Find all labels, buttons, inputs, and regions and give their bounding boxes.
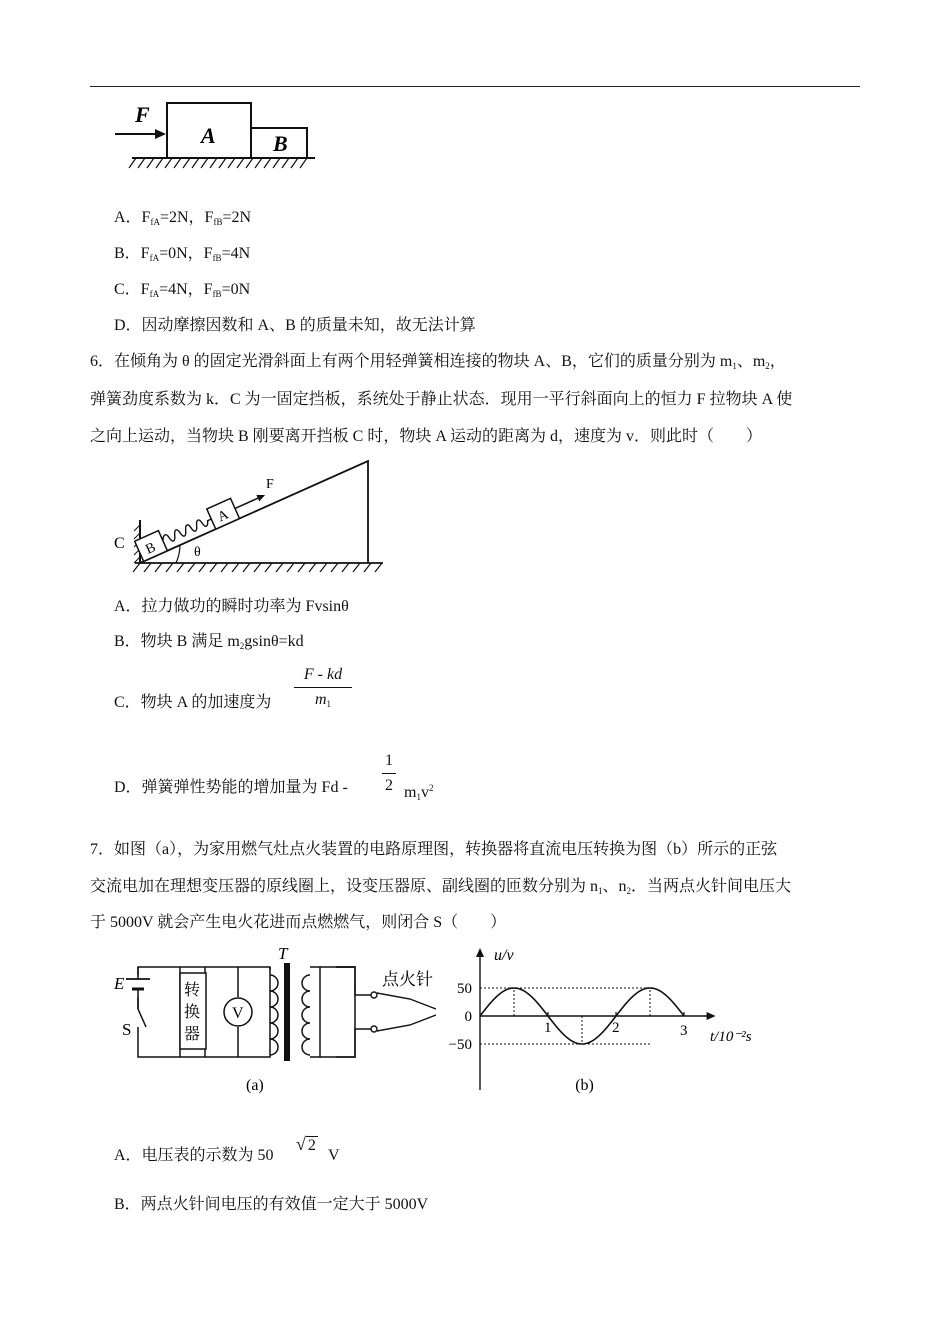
y-tick-label: −50 [448, 1037, 472, 1053]
hatch-mark [291, 158, 298, 168]
lower-needle [377, 1015, 436, 1031]
figure-blocks-on-ground [110, 98, 320, 180]
hatch-mark [265, 563, 272, 572]
hatch-mark [298, 563, 305, 572]
pull-force-arrowhead [256, 492, 266, 502]
hatch-mark [129, 158, 136, 168]
hatch-mark [273, 158, 280, 168]
q7-option-b: B．两点火针间电压的有效值一定大于 5000V [114, 1196, 429, 1213]
sqrt-sign: √ [296, 1134, 306, 1154]
hatch-mark [155, 563, 162, 572]
caption-a: (a) [246, 1077, 264, 1094]
hatch-mark [246, 158, 253, 168]
theta-label: θ [194, 545, 201, 560]
q7-stem-line-3: 于 5000V 就会产生电火花进而点燃燃气，则闭合 S（ ） [90, 914, 507, 931]
hatch-mark [243, 563, 250, 572]
angle-arc [176, 545, 180, 563]
converter-char-1: 转 [184, 982, 201, 999]
primary-coil [270, 975, 278, 1055]
y-axis-label: u/v [494, 947, 514, 964]
block-b-label: B [273, 131, 288, 156]
q6-stem-line-3: 之向上运动，当物块 B 刚要离开挡板 C 时，物块 A 运动的距离为 d，速度为 v．则此时（ ） [90, 428, 763, 445]
q7-option-a: A．电压表的示数为 50 [114, 1147, 274, 1164]
fraction-numerator: 1 [385, 752, 393, 769]
upper-needle [377, 993, 436, 1009]
hatch-mark [138, 158, 145, 168]
hatch-mark [192, 158, 199, 168]
lower-needle-wire [320, 1029, 372, 1057]
hatch-mark [228, 158, 235, 168]
q6-option-d: D．弹簧弹性势能的增加量为 Fd - [114, 779, 348, 796]
chart-ticks [449, 981, 688, 1053]
block-a-label: A [201, 123, 216, 148]
incline-surface [140, 461, 368, 563]
x-axis-arrowhead [707, 1012, 716, 1020]
block-b-label: B [143, 540, 159, 558]
spring [161, 515, 213, 545]
hatch-mark [309, 563, 316, 572]
converter-char-3: 器 [184, 1026, 201, 1043]
q6-option-a: A．拉力做功的瞬时功率为 Fvsinθ [114, 598, 349, 615]
fraction-denominator: $m_1$ [314, 691, 332, 709]
hatch-mark [331, 563, 338, 572]
secondary-coil [302, 975, 310, 1055]
sqrt-expression [296, 1134, 318, 1155]
q5-option-d: D．因动摩擦因数和 A、B 的质量未知，故无法计算 [114, 317, 476, 334]
y-axis-arrowhead [476, 948, 484, 957]
q6-option-b: B．物块 B 满足 $m_2gsin\theta=kd$ [114, 633, 304, 651]
hatch-mark [237, 158, 244, 168]
converter-char-2: 换 [184, 1004, 201, 1021]
incline-objects [135, 485, 270, 561]
fraction-numerator: F - kd [303, 666, 343, 683]
fraction-denominator: 2 [385, 777, 393, 794]
hatch-mark [199, 563, 206, 572]
figure-ignition-circuit [110, 945, 445, 1100]
hatch-mark [144, 563, 151, 572]
igniter-label: 点火针 [382, 970, 433, 989]
hatch-mark [210, 563, 217, 572]
hatch-mark [188, 563, 195, 572]
hatch-mark [147, 158, 154, 168]
top-rule [90, 86, 860, 87]
hatch-mark [342, 563, 349, 572]
hatch-mark [156, 158, 163, 168]
ground-hatching [133, 563, 382, 572]
hatch-mark [282, 158, 289, 168]
hatch-mark [232, 563, 239, 572]
battery-e-label: E [114, 974, 125, 993]
hatch-mark [264, 158, 271, 168]
caption-b: (b) [575, 1077, 594, 1094]
hatch-mark [287, 563, 294, 572]
force-arrowhead [155, 129, 166, 139]
q5-option-b: B．$F_{fA}=0N$，$F_{fB}=4N$ [114, 245, 251, 263]
hatch-mark [165, 158, 172, 168]
x-axis-label: t/10⁻²s [710, 1029, 752, 1045]
fraction-bar [294, 687, 352, 688]
pull-force-arrow [235, 497, 261, 509]
q6-stem-line-2: 弹簧劲度系数为 k．C 为一固定挡板，系统处于静止状态．现用一平行斜面向上的恒力 F 拉物块 A 使 [90, 391, 793, 408]
hatch-mark [201, 158, 208, 168]
plate-c-label: C [114, 535, 125, 552]
hatch-mark [174, 158, 181, 168]
hatch-mark [219, 158, 226, 168]
q6-stem-line-1: 6．在倾角为 θ 的固定光滑斜面上有两个用轻弹簧相连接的物块 A、B，它们的质量分别为 $m_1$、$m_2$， [90, 353, 786, 371]
transformer-t-label: T [278, 945, 288, 963]
hatch-mark [276, 563, 283, 572]
hatch-mark [221, 563, 228, 572]
sqrt-radicand: 2 [307, 1137, 316, 1154]
block-a-label: A [215, 507, 231, 526]
force-label: F [135, 102, 150, 127]
y-tick-label: 0 [464, 1009, 472, 1025]
switch-s-label: S [122, 1020, 132, 1039]
y-tick-label: 50 [457, 981, 472, 997]
lower-terminal [371, 1026, 377, 1032]
hatch-mark [375, 563, 382, 572]
x-tick-label: 2 [612, 1020, 620, 1036]
hatch-mark [255, 158, 262, 168]
hatch-mark [133, 563, 140, 572]
q7-stem-line-1: 7．如图（a），为家用燃气灶点火装置的电路原理图，转换器将直流电压转换为图（b）所示的正弦 [90, 841, 778, 858]
hatch-mark [320, 563, 327, 572]
force-f-label: F [266, 477, 274, 492]
transformer-core [284, 963, 290, 1061]
hatch-mark [254, 563, 261, 572]
hatch-mark [353, 563, 360, 572]
figure-incline-spring [110, 455, 390, 580]
voltmeter-label: V [232, 1005, 244, 1022]
ground-hatching [129, 158, 307, 168]
chart-sine-voltage [440, 940, 760, 1100]
q6-option-d-half [382, 752, 396, 795]
hatch-mark [364, 563, 371, 572]
hatch-mark [177, 563, 184, 572]
q5-option-c: C．$F_{fA}=4N$，$F_{fB}=0N$ [114, 281, 251, 299]
q6-option-d-tail: $m_1v^2$ [404, 783, 434, 802]
hatch-mark [300, 158, 307, 168]
q5-option-a: A．$F_{fA}=2N$，$F_{fB}=2N$ [114, 209, 252, 227]
hatch-mark [183, 158, 190, 168]
switch-blade [138, 1009, 146, 1027]
q6-option-c: C．物块 A 的加速度为 [114, 694, 272, 711]
x-tick-label: 3 [680, 1023, 688, 1039]
hatch-mark [210, 158, 217, 168]
x-tick-label: 1 [544, 1020, 552, 1036]
hatch-mark [166, 563, 173, 572]
q7-option-a-unit: V [328, 1147, 340, 1164]
fraction-bar [382, 773, 396, 774]
q6-option-c-fraction [294, 666, 352, 709]
upper-terminal [371, 992, 377, 998]
upper-needle-wire [320, 967, 372, 995]
q7-stem-line-2: 交流电加在理想变压器的原线圈上，设变压器原、副线圈的匝数分别为 $n_1$、$n_2$．当两点火针间电压大 [90, 878, 792, 896]
